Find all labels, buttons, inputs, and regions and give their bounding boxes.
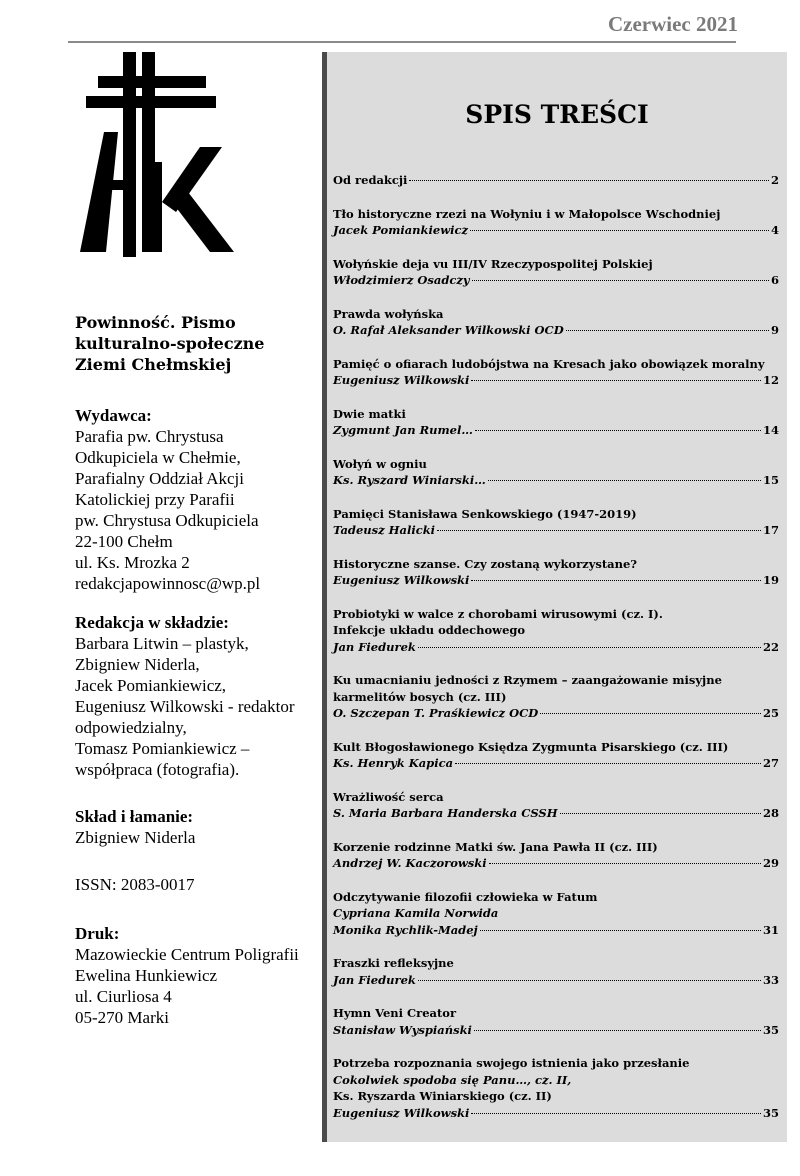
toc-entry-title: Wrażliwość serca — [333, 789, 444, 804]
ak-logo-icon — [76, 52, 236, 257]
toc-entry-title: Tło historyczne rzezi na Wołyniu i w Małopolsce Wschodniej — [333, 206, 721, 221]
toc-entry-page: 31 — [762, 922, 779, 937]
toc-heading: SPIS TREŚCI — [465, 100, 649, 129]
toc-entry-title: Pamięci Stanisława Senkowskiego (1947-2019) — [333, 506, 637, 521]
toc-entry-title: karmelitów bosych (cz. III) — [333, 689, 507, 704]
toc-entry-author: Ks. Henryk Kapica — [333, 756, 454, 770]
toc-entry-author: O. Rafał Aleksander Wilkowski OCD — [333, 323, 564, 337]
toc-entry-author: Eugeniusz Wilkowski — [333, 573, 470, 587]
toc-entry-page: 35 — [762, 1105, 779, 1120]
editors-line: Tomasz Pomiankiewicz – — [75, 739, 250, 758]
toc-entry-author: Włodzimierz Osadczy — [333, 273, 470, 287]
toc-entry-title: Pamięć o ofiarach ludobójstwa na Kresach jako obowiązek moralny — [333, 356, 765, 371]
publisher-label: Wydawca: — [75, 406, 152, 425]
toc-leader-dots — [488, 480, 761, 481]
toc-leader-dots — [455, 763, 761, 764]
toc-entry-author: O. Szczepan T. Praśkiewicz OCD — [333, 706, 539, 720]
toc-leader-dots — [489, 863, 761, 864]
toc-entry-author: Jacek Pomiankiewicz — [333, 223, 468, 237]
print-line: ul. Ciurliosa 4 — [75, 987, 172, 1006]
toc-entry[interactable] — [333, 206, 779, 239]
toc-entry[interactable] — [333, 256, 779, 289]
toc-entry-page: 15 — [762, 473, 779, 487]
toc-entry[interactable] — [333, 789, 779, 822]
print-block — [75, 923, 320, 1028]
toc-entry-page: 27 — [762, 756, 779, 770]
magazine-title-line: kulturalno-społeczne — [75, 334, 265, 353]
toc-leader-dots — [418, 980, 761, 981]
toc-entry-page: 28 — [762, 806, 779, 820]
toc-leader-dots — [472, 280, 769, 281]
publisher-line: ul. Ks. Mrozka 2 — [75, 553, 190, 572]
toc-entry-page: 6 — [770, 273, 779, 287]
toc-leader-dots — [471, 380, 761, 381]
toc-entry[interactable] — [333, 889, 779, 939]
editors-line: współpraca (fotografia). — [75, 760, 240, 779]
toc-entry-title: Probiotyki w walce z chorobami wirusowymi (cz. I). — [333, 606, 663, 621]
toc-leader-dots — [560, 813, 761, 814]
layout-label: Skład i łamanie: — [75, 807, 194, 826]
toc-entry-author: S. Maria Barbara Handerska CSSH — [333, 806, 558, 820]
toc-entry-author: Zygmunt Jan Rumel… — [333, 423, 473, 437]
toc-entry-title: Ks. Ryszarda Winiarskiego (cz. II) — [333, 1089, 552, 1103]
toc-entry[interactable] — [333, 1055, 779, 1121]
toc-entry-author: Andrzej W. Kaczorowski — [333, 856, 487, 870]
toc-entry-title: Infekcje układu oddechowego — [333, 623, 526, 637]
toc-entry[interactable] — [333, 606, 779, 656]
publisher-email: redakcjapowinnosc@wp.pl — [75, 574, 261, 593]
toc-entry-page: 19 — [762, 573, 779, 587]
editors-line: Jacek Pomiankiewicz, — [75, 676, 227, 695]
toc-entry-title: Odczytywanie filozofii człowieka w Fatum — [333, 889, 598, 904]
toc-entry-title: Potrzeba rozpoznania swojego istnienia jako przesłanie — [333, 1056, 690, 1070]
publisher-line: Katolickiej przy Parafii — [75, 490, 235, 509]
toc-leader-dots — [566, 330, 769, 331]
toc-entry-author: Jan Fiedurek — [333, 972, 416, 987]
toc-entry[interactable] — [333, 739, 779, 772]
header-rule — [68, 41, 736, 43]
publisher-line: Odkupiciela w Chełmie, — [75, 448, 241, 467]
toc-list — [333, 172, 779, 1138]
toc-entry-title: Wołyń w ogniu — [333, 456, 427, 471]
toc-entry[interactable] — [333, 672, 779, 722]
toc-leader-dots — [475, 430, 761, 431]
toc-entry-title: Ku umacnianiu jedności z Rzymem – zaangażowanie misyjne — [333, 673, 722, 687]
toc-entry-page: 9 — [770, 323, 779, 337]
toc-entry-title: Od redakcji — [333, 173, 408, 187]
toc-entry-title: Cokolwiek spodoba się Panu…, cz. II, — [333, 1072, 572, 1087]
toc-leader-dots — [471, 580, 761, 581]
toc-entry-page: 33 — [762, 972, 779, 987]
print-line: Ewelina Hunkiewicz — [75, 966, 218, 985]
toc-entry-author: Jan Fiedurek — [333, 639, 416, 654]
publisher-block — [75, 405, 320, 594]
editors-line: Zbigniew Niderla, — [75, 655, 200, 674]
editors-line: odpowiedzialny, — [75, 718, 187, 737]
toc-entry-page: 29 — [762, 856, 779, 870]
editors-line: Eugeniusz Wilkowski - redaktor — [75, 697, 295, 716]
toc-entry-author: Stanisław Wyspiański — [333, 1022, 472, 1037]
toc-leader-dots — [471, 1113, 761, 1114]
layout-line: Zbigniew Niderla — [75, 828, 196, 847]
masthead — [75, 312, 320, 1028]
toc-entry-page: 35 — [762, 1022, 779, 1037]
toc-entry-page: 22 — [762, 639, 779, 654]
toc-entry-author: Eugeniusz Wilkowski — [333, 373, 470, 387]
toc-entry-title: Historyczne szanse. Czy zostaną wykorzystane? — [333, 556, 638, 571]
toc-entry[interactable] — [333, 556, 779, 589]
toc-entry-title: Prawda wołyńska — [333, 306, 444, 321]
toc-entry-page: 14 — [762, 423, 779, 437]
toc-entry-title: Cypriana Kamila Norwida — [333, 906, 499, 920]
layout-block — [75, 806, 320, 848]
toc-entry-author: Eugeniusz Wilkowski — [333, 1105, 470, 1120]
toc-entry-author: Monika Rychlik-Madej — [333, 922, 478, 937]
publisher-line: Parafia pw. Chrystusa — [75, 427, 224, 446]
publisher-line: Parafialny Oddział Akcji — [75, 469, 245, 488]
toc-entry[interactable] — [333, 955, 779, 988]
editors-line: Barbara Litwin – plastyk, — [75, 634, 249, 653]
toc-entry[interactable] — [333, 306, 779, 339]
toc-entry-page: 4 — [770, 223, 779, 237]
toc-entry-page: 17 — [762, 523, 779, 537]
toc-entry[interactable] — [333, 839, 779, 872]
toc-entry-page: 25 — [762, 706, 779, 720]
toc-entry-title: Wołyńskie deja vu III/IV Rzeczypospolitej Polskiej — [333, 256, 653, 271]
toc-entry-author: Ks. Ryszard Winiarski… — [333, 473, 486, 487]
issn: ISSN: 2083-0017 — [75, 875, 195, 894]
toc-entry-title: Kult Błogosławionego Księdza Zygmunta Pisarskiego (cz. III) — [333, 739, 729, 754]
toc-leader-dots — [480, 930, 761, 931]
toc-entry[interactable] — [333, 406, 779, 439]
print-line: Mazowieckie Centrum Poligrafii — [75, 945, 299, 964]
toc-leader-dots — [418, 647, 761, 648]
magazine-title-line: Ziemi Chełmskiej — [75, 355, 232, 374]
print-line: 05-270 Marki — [75, 1008, 169, 1027]
toc-entry[interactable] — [333, 356, 779, 389]
toc-entry-title: Hymn Veni Creator — [333, 1006, 457, 1020]
toc-entry-page: 12 — [762, 373, 779, 387]
toc-leader-dots — [470, 230, 769, 231]
publisher-line: pw. Chrystusa Odkupiciela — [75, 511, 259, 530]
toc-entry-title: Korzenie rodzinne Matki św. Jana Pawła II (cz. III) — [333, 839, 658, 854]
publisher-line: 22-100 Chełm — [75, 532, 173, 551]
toc-entry-title: Dwie matki — [333, 406, 406, 421]
toc-entry-page: 2 — [770, 173, 779, 187]
toc-entry-author: Tadeusz Halicki — [333, 523, 436, 537]
toc-leader-dots — [474, 1030, 761, 1031]
toc-entry[interactable] — [333, 456, 779, 489]
editors-block — [75, 612, 320, 780]
toc-entry[interactable] — [333, 1005, 779, 1038]
magazine-title-line: Powinność. Pismo — [75, 313, 236, 332]
toc-leader-dots — [437, 530, 761, 531]
editors-label: Redakcja w składzie: — [75, 613, 229, 632]
print-label: Druk: — [75, 924, 120, 943]
magazine-title — [75, 312, 320, 375]
toc-entry[interactable] — [333, 172, 779, 189]
issue-date: Czerwiec 2021 — [607, 12, 738, 36]
toc-leader-dots — [409, 180, 769, 181]
toc-leader-dots — [540, 713, 761, 714]
toc-entry[interactable] — [333, 506, 779, 539]
toc-entry-title: Fraszki refleksyjne — [333, 956, 454, 970]
